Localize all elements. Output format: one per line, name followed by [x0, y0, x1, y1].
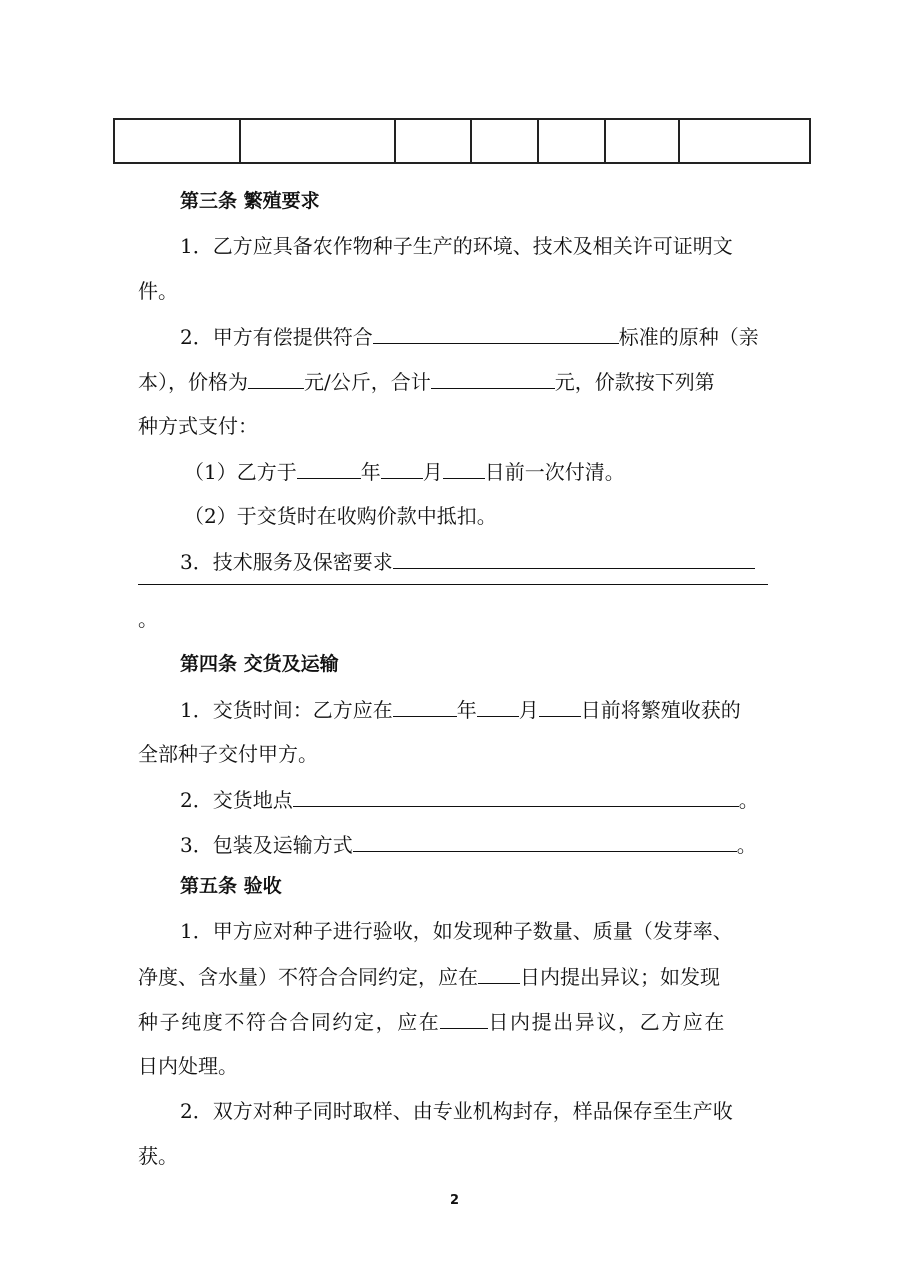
blank-delivery-place[interactable] [293, 784, 739, 807]
s3-p1-line1: 1．乙方应具备农作物种子生产的环境、技术及相关许可证明文 [180, 234, 733, 258]
blank-line[interactable] [138, 584, 768, 585]
table-cell [538, 119, 605, 163]
blank-days[interactable] [478, 961, 520, 984]
s3-p2-line2: 本），价格为 元/公斤，合计 元，价款按下列第 [138, 366, 715, 397]
s5-p2-line1: 2．双方对种子同时取样、由专业机构封存，样品保存至生产收 [180, 1099, 733, 1123]
s5-p1-line4: 日内处理。 [138, 1054, 238, 1078]
s5-p2-line2: 获。 [138, 1144, 178, 1168]
table-cell [471, 119, 538, 163]
s3-p2-line1: 2．甲方有偿提供符合 标准的原种（亲 [180, 321, 759, 352]
section-4-heading: 第四条 交货及运输 [180, 653, 339, 675]
s3-p3: 3．技术服务及保密要求 [180, 546, 755, 577]
blank-day[interactable] [443, 456, 485, 479]
table-cell [395, 119, 471, 163]
s5-p1-line1: 1．甲方应对种子进行验收，如发现种子数量、质量（发芽率、 [180, 919, 733, 943]
blank-month[interactable] [477, 694, 519, 717]
blank-total[interactable] [431, 366, 555, 389]
s4-p1-line1: 1．交货时间：乙方应在 年 月 日前将繁殖收获的 [180, 694, 741, 725]
blank-day[interactable] [539, 694, 581, 717]
blank-year[interactable] [297, 456, 361, 479]
table-cell [605, 119, 679, 163]
blank-standard[interactable] [373, 321, 619, 344]
section-3-heading: 第三条 繁殖要求 [180, 190, 320, 212]
s3-option1: （1）乙方于 年 月 日前一次付清。 [184, 456, 625, 487]
table-cell [114, 119, 240, 163]
s5-p1-line2: 净度、含水量）不符合合同约定，应在 日内提出异议；如发现 [138, 961, 720, 992]
s4-p1-line2: 全部种子交付甲方。 [138, 742, 318, 766]
blank-year[interactable] [393, 694, 457, 717]
blank-month[interactable] [381, 456, 423, 479]
section-5-heading: 第五条 验收 [180, 875, 282, 897]
s4-p3: 3．包装及运输方式 。 [180, 829, 757, 860]
seed-table [113, 118, 811, 164]
page-number: 2 [449, 1193, 460, 1208]
table-cell [679, 119, 810, 163]
s3-p3-end: 。 [138, 607, 158, 631]
s3-p1-line2: 件。 [138, 279, 178, 303]
s5-p1-line3: 种子纯度不符合合同约定，应在 日内提出异议，乙方应在 [138, 1006, 726, 1037]
s3-option2: （2）于交货时在收购价款中抵扣。 [184, 504, 497, 528]
s4-p2: 2．交货地点 。 [180, 784, 759, 815]
blank-tech-service[interactable] [393, 546, 755, 569]
blank-price[interactable] [248, 366, 304, 389]
blank-packaging[interactable] [353, 829, 737, 852]
table-cell [240, 119, 395, 163]
blank-days[interactable] [440, 1006, 488, 1029]
s3-p2-line3: 种方式支付： [138, 414, 258, 438]
table-row [114, 119, 810, 163]
